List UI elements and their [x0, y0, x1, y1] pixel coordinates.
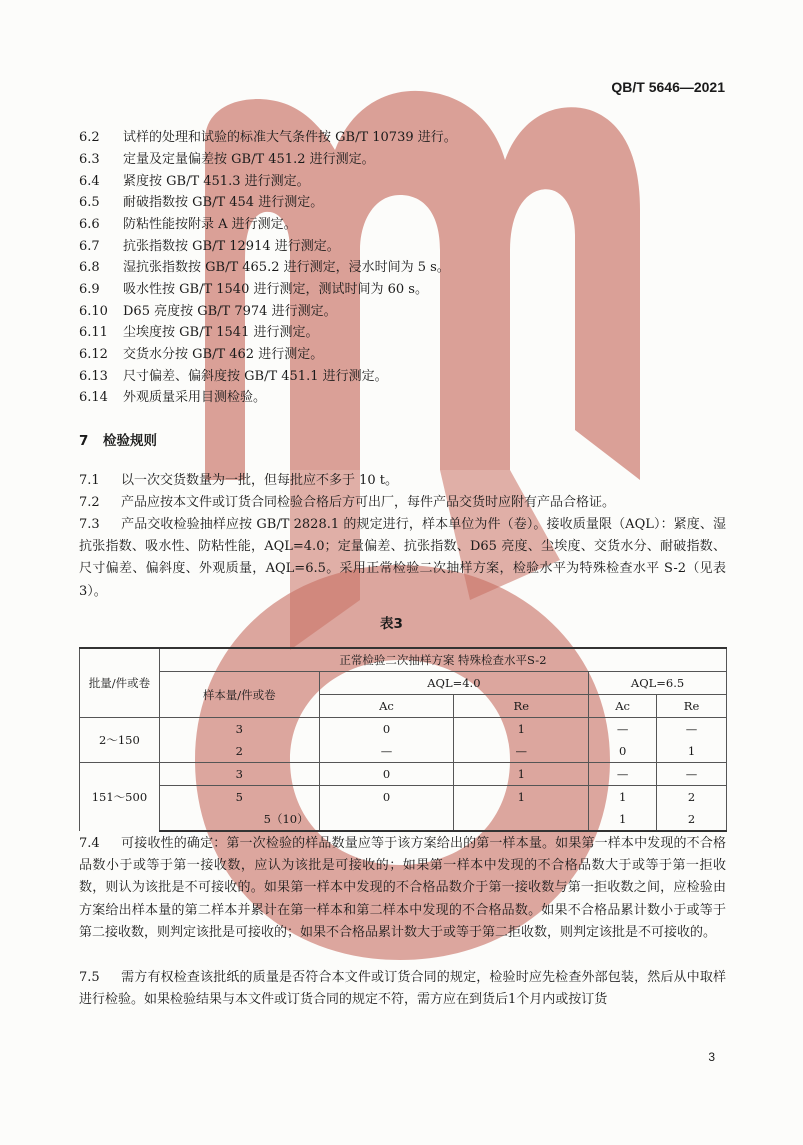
- cell-re: —: [657, 763, 727, 786]
- header-re: Re: [454, 695, 589, 718]
- cell-sample-size: 3: [159, 763, 319, 786]
- table-header-row: [80, 672, 727, 695]
- clause-6-12: 6.12 交货水分按 GB/T 462 进行测定。: [79, 347, 324, 362]
- header-lot-size: 批量/件或卷: [80, 648, 160, 718]
- cell-ac: 1: [589, 808, 657, 831]
- table-row: [80, 740, 727, 763]
- clause-7-3: 7.3 产品交收检验抽样应按 GB/T 2828.1 的规定进行，样本单位为件（卷）。接收质量限（AQL）：紧度、湿抗张指数、吸水性、防粘性能，AQL=4.0；定量偏差、抗张指数、D65 亮度、尘埃度、交货水分、耐破指数、尺寸偏差、偏斜度、外观质量，AQL=6.5。采用正常检验二次抽样方案，检验水平为特殊检查水平 S-2（见表 3）。: [79, 517, 726, 599]
- clause-7-4: 7.4 可接收性的确定：第一次检验的样品数量应等于该方案给出的第一样本量。如果第一样本中发现的不合格品数小于或等于第一接收数，应认为该批是可接收的；如果第一样本中发现的不合格品数大于或等于第一拒收数，则认为该批是不可接收的。如果第一样本中发现的不合格品数介于第一接收数与第一拒收数之间，应检验由方案给出样本量的第二样本并累计在第一样本和第二样本中发现的不合格品数。如果不合格品累计数小于或等于第二接收数，则判定该批是可接收的；如果不合格品累计数大于或等于第二拒收数，则判定该批是不可接收的。: [79, 836, 726, 940]
- lot-range: 2～150: [80, 718, 160, 763]
- clause-7-1: 7.1 以一次交货数量为一批，但每批应不多于 10 t。: [79, 473, 399, 488]
- cell-ac: [319, 808, 454, 831]
- header-re: Re: [657, 695, 727, 718]
- header-ac: Ac: [319, 695, 454, 718]
- header-aql-6-5: AQL=6.5: [589, 672, 727, 695]
- clause-6-7: 6.7 抗张指数按 GB/T 12914 进行测定。: [79, 239, 340, 254]
- header-ac: Ac: [589, 695, 657, 718]
- clause-6-9: 6.9 吸水性按 GB/T 1540 进行测定，测试时间为 60 s。: [79, 282, 428, 297]
- table-row: [80, 763, 727, 786]
- clause-6-6: 6.6 防粘性能按附录 A 进行测定。: [79, 217, 297, 232]
- clause-6-11: 6.11 尘埃度按 GB/T 1541 进行测定。: [79, 325, 319, 340]
- clause-6-2: 6.2 试样的处理和试验的标准大气条件按 GB/T 10739 进行。: [79, 130, 457, 145]
- table-row: [80, 786, 727, 809]
- header-aql-4: AQL=4.0: [319, 672, 589, 695]
- page-number: 3: [708, 1050, 715, 1064]
- table-row: [80, 718, 727, 741]
- cell-ac: —: [589, 718, 657, 741]
- clause-6-8: 6.8 湿抗张指数按 GB/T 465.2 进行测定，浸水时间为 5 s。: [79, 260, 450, 275]
- cell-sample-size: 5: [159, 786, 319, 809]
- table-row: [80, 808, 727, 831]
- clause-7-5: 7.5 需方有权检查该批纸的质量是否符合本文件或订货合同的规定，检验时应先检查外部包装，然后从中取样进行检验。如果检验结果与本文件或订货合同的规定不符，需方应在到货后1个月内或按订货: [79, 970, 726, 1008]
- lot-range: 151～500: [80, 763, 160, 832]
- cell-re: 2: [657, 808, 727, 831]
- cell-ac: 1: [589, 786, 657, 809]
- cell-re: [454, 808, 589, 831]
- cell-re: 1: [657, 740, 727, 763]
- cell-ac: 0: [319, 718, 454, 741]
- cell-ac: —: [589, 763, 657, 786]
- clause-6-14: 6.14 外观质量采用目测检验。: [79, 390, 267, 405]
- cell-re: 2: [657, 786, 727, 809]
- table-caption: 表3: [380, 616, 403, 632]
- cell-re: 1: [454, 786, 589, 809]
- cell-sample-size: 2: [159, 740, 319, 763]
- sampling-plan-table: [79, 647, 727, 832]
- clause-6-4: 6.4 紧度按 GB/T 451.3 进行测定。: [79, 174, 310, 189]
- clause-7-2: 7.2 产品应按本文件或订货合同检验合格后方可出厂，每件产品交货时应附有产品合格证。: [79, 495, 616, 510]
- table-header-row: [80, 648, 727, 672]
- clause-6-5: 6.5 耐破指数按 GB/T 454 进行测定。: [79, 195, 324, 210]
- cell-re: —: [657, 718, 727, 741]
- header-plan: 正常检验二次抽样方案 特殊检查水平S-2: [159, 648, 726, 672]
- cell-sample-size: 5（10）: [159, 808, 319, 831]
- section-heading-7: 7 检验规则: [79, 433, 157, 449]
- cell-ac: 0: [589, 740, 657, 763]
- clause-6-13: 6.13 尺寸偏差、偏斜度按 GB/T 451.1 进行测定。: [79, 369, 388, 384]
- cell-re: —: [454, 740, 589, 763]
- document-code: QB/T 5646—2021: [611, 79, 725, 95]
- clause-6-3: 6.3 定量及定量偏差按 GB/T 451.2 进行测定。: [79, 152, 375, 167]
- cell-re: 1: [454, 763, 589, 786]
- cell-re: 1: [454, 718, 589, 741]
- cell-sample-size: 3: [159, 718, 319, 741]
- cell-ac: 0: [319, 763, 454, 786]
- cell-ac: 0: [319, 786, 454, 809]
- clause-6-10: 6.10 D65 亮度按 GB/T 7974 进行测定。: [79, 304, 337, 319]
- header-sample-size: 样本量/件或卷: [159, 672, 319, 718]
- cell-ac: —: [319, 740, 454, 763]
